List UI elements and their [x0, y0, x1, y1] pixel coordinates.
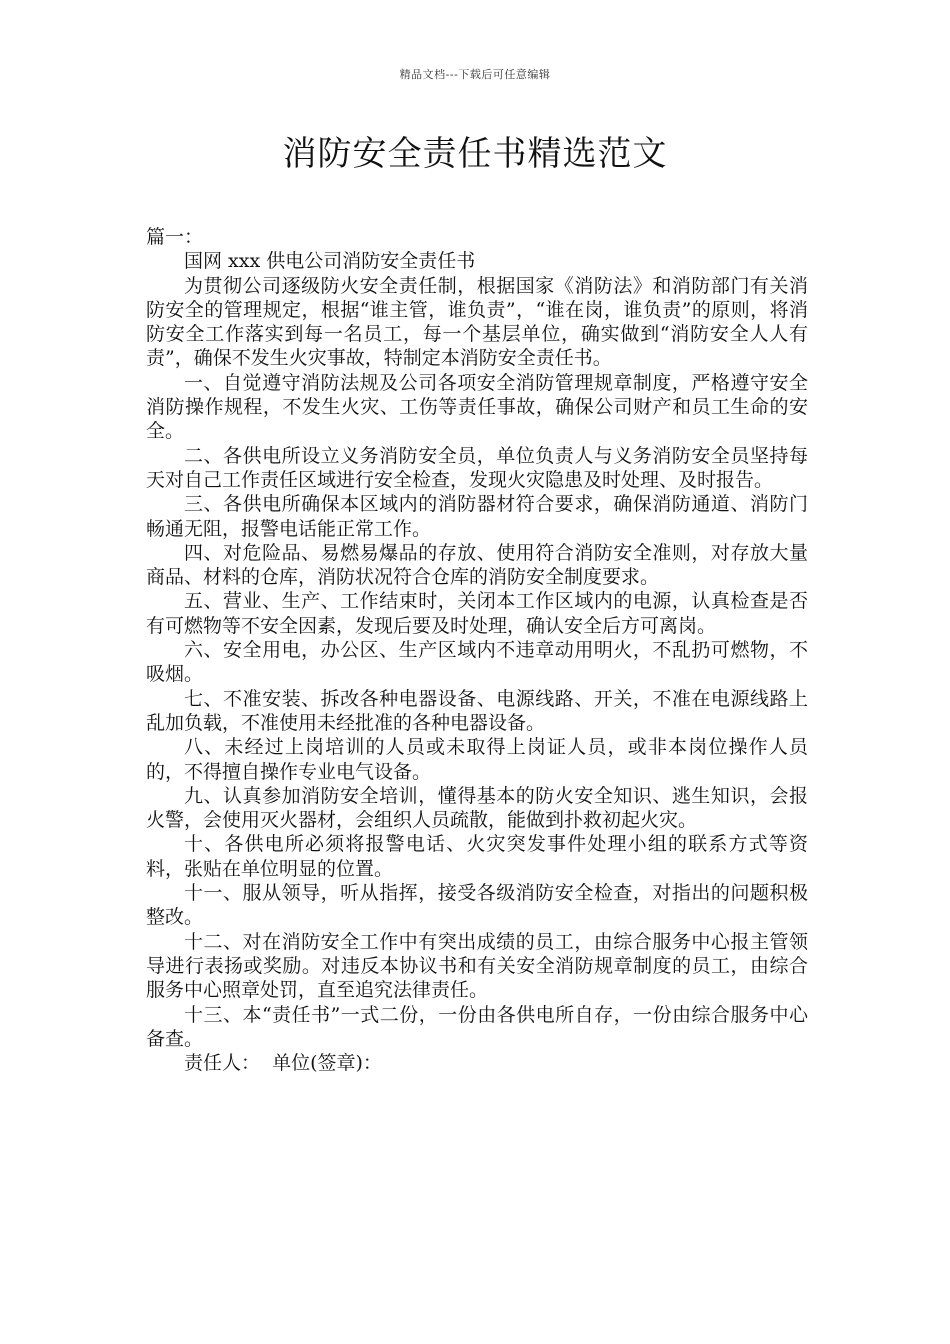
document-title: 消防安全责任书精选范文 — [282, 134, 668, 174]
paragraph-clause-11: 十一、服从领导，听从指挥，接受各级消防安全检查，对指出的问题积极整改。 — [146, 882, 808, 929]
paragraph-clause-3: 三、各供电所确保本区域内的消防器材符合要求，确保消防通道、消防门畅通无阻，报警电话能正常工作。 — [146, 493, 808, 540]
paragraph-intro: 为贯彻公司逐级防火安全责任制，根据国家《消防法》和消防部门有关消防安全的管理规定，根据“谁主管，谁负责”，“谁在岗，谁负责”的原则，将消防安全工作落实到每一名员工，每一个基层单位，确实做到“消防安全人人有责”，确保不发生火灾事故，特制定本消防安全责任书。 — [146, 274, 808, 370]
paragraph-clause-10: 十、各供电所必须将报警电话、火灾突发事件处理小组的联系方式等资料，张贴在单位明显的位置。 — [146, 833, 808, 880]
paragraph-clause-9: 九、认真参加消防安全培训，懂得基本的防火安全知识、逃生知识，会报火警，会使用灭火器材，会组织人员疏散，能做到扑救初起火灾。 — [146, 784, 808, 832]
paragraph-clause-1: 一、自觉遵守消防法规及公司各项安全消防管理规章制度，严格遵守安全消防操作规程，不发生火灾、工伤等责任事故，确保公司财产和员工生命的安全。 — [146, 371, 808, 443]
paragraph-clause-2: 二、各供电所设立义务消防安全员，单位负责人与义务消防安全员坚持每天对自己工作责任区域进行安全检查，发现火灾隐患及时处理、及时报告。 — [146, 444, 808, 491]
paragraph-clause-4: 四、对危险品、易燃易爆品的存放、使用符合消防安全准则，对存放大量商品、材料的仓库，消防状况符合仓库的消防安全制度要求。 — [146, 541, 808, 589]
paragraph-clause-13: 十三、本“责任书”一式二份，一份由各供电所自存，一份由综合服务中心备查。 — [146, 1003, 808, 1050]
paragraph-clause-6: 六、安全用电，办公区、生产区域内不违章动用明火，不乱扔可燃物，不吸烟。 — [146, 639, 808, 686]
paragraph-clause-12: 十二、对在消防安全工作中有突出成绩的员工，由综合服务中心报主管领导进行表扬或奖励。对违反本协议书和有关安全消防规章制度的员工，由综合服务中心照章处罚，直至追究法律责任。 — [146, 930, 808, 1002]
page-header-note: 精品文档---下载后可任意编辑 — [399, 68, 551, 81]
section-label: 篇一： — [146, 226, 204, 248]
paragraph-clause-5: 五、营业、生产、工作结束时，关闭本工作区域内的电源，认真检查是否有可燃物等不安全因素，发现后要及时处理，确认安全后方可离岗。 — [146, 590, 808, 637]
signature-line: 责任人： 单位(签章)： — [184, 1052, 382, 1075]
paragraph-clause-7: 七、不准安装、拆改各种电器设备、电源线路、开关，不准在电源线路上乱加负载，不准使用未经批准的各种电器设备。 — [146, 687, 808, 734]
paragraph-clause-8: 八、未经过上岗培训的人员或未取得上岗证人员，或非本岗位操作人员的，不得擅自操作专业电气设备。 — [146, 736, 808, 783]
document-body — [146, 225, 808, 1075]
document-subtitle: 国网 xxx 供电公司消防安全责任书 — [184, 250, 476, 273]
